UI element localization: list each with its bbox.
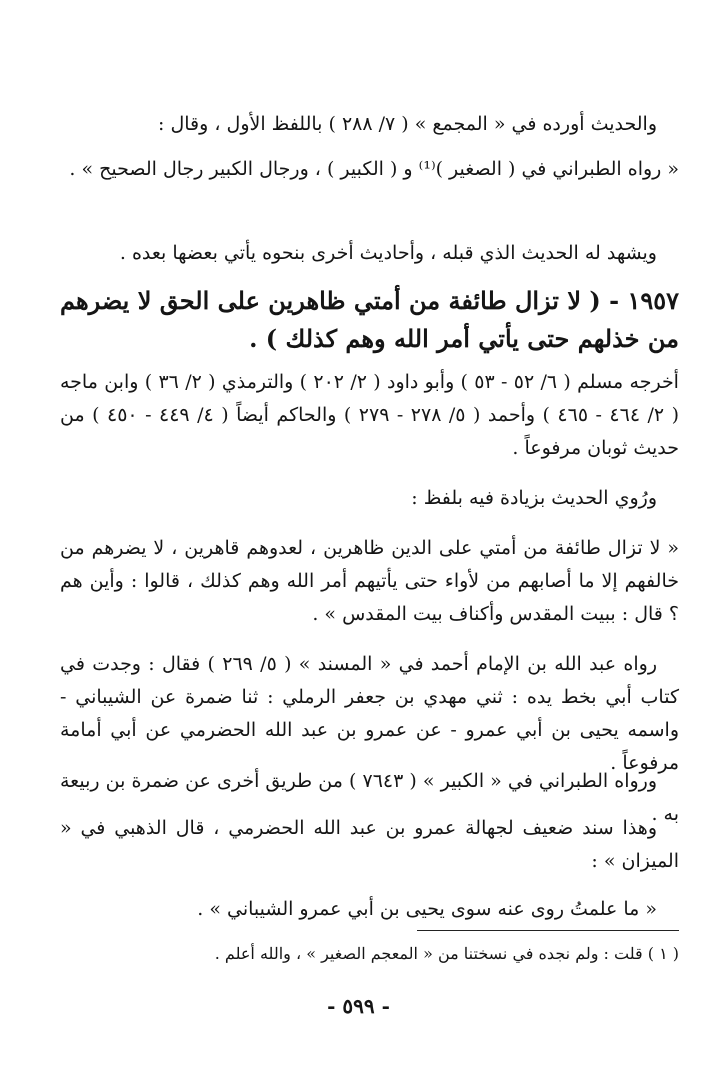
paragraph-majma-reference: والحديث أورده في « المجمع » ( ٧/ ٢٨٨ ) باللفظ الأول ، وقال : <box>158 113 657 135</box>
paragraph-witness-hadith: ويشهد له الحديث الذي قبله ، وأحاديث أخرى بنحوه يأتي بعضها بعده . <box>119 242 657 264</box>
paragraph-weak-chain: وهذا سند ضعيف لجهالة عمرو بن عبد الله الحضرمي ، قال الذهبي في « الميزان » : <box>60 817 679 872</box>
paragraph-tabarani-quote: « رواه الطبراني في ( الصغير )⁽¹⁾ و ( الكبير ) ، ورجال الكبير رجال الصحيح » . <box>69 158 679 180</box>
paragraph-takhrij: أخرجه مسلم ( ٦/ ٥٢ - ٥٣ ) وأبو داود ( ٢/ ٢٠٢ ) والترمذي ( ٢/ ٣٦ ) وابن ماجه ( ٢/ ٤٦٤ - ٤٦٥ ) وأحمد ( ٥/ ٢٧٨ - ٢٧٩ ) والحاكم أيضاً ( ٤/ ٤٤٩ - ٤٥٠ ) من حديث ثوبان مرفوعاً . <box>60 371 680 459</box>
hadith-heading-1957: ١٩٥٧ - ( لا تزال طائفة من أمتي ظاهرين على الحق لا يضرهم من خذلهم حتى يأتي أمر الله وهم كذلك ) . <box>60 286 679 353</box>
paragraph-musnad-narration: رواه عبد الله بن الإمام أحمد في « المسند » ( ٥/ ٢٦٩ ) فقال : وجدت في كتاب أبي بخط يده : ثني مهدي بن جعفر الرملي : ثنا ضمرة عن الشيباني - واسمه يحيى بن أبي عمرو - عن عمرو بن عبد الله الحضرمي عن أبي أمامة مرفوعاً . <box>60 653 679 774</box>
paragraph-hadith-text: « لا تزال طائفة من أمتي على الدين ظاهرين ، لعدوهم قاهرين ، لا يضرهم من خالفهم إلا ما أصابهم من لأواء حتى يأتيهم أمر الله وهم كذلك ، قالوا : وأين هم ؟ قال : ببيت المقدس وأكناف بيت المقدس » . <box>60 537 679 625</box>
paragraph-dhahabi-quote: « ما علمتُ روى عنه سوى يحيى بن أبي عمرو الشيباني » . <box>197 898 657 920</box>
footnote: ( ١ ) قلت : ولم نجده في نسختنا من « المعجم الصغير » ، والله أعلم . <box>214 944 679 963</box>
paragraph-additional-narration: ورُوي الحديث بزيادة فيه بلفظ : <box>411 487 657 509</box>
footnote-divider <box>417 930 679 931</box>
page-number: - ٥٩٩ - <box>327 994 390 1018</box>
paragraph-kabir-narration: ورواه الطبراني في « الكبير » ( ٧٦٤٣ ) من طريق أخرى عن ضمرة بن ربيعة به . <box>60 770 679 825</box>
